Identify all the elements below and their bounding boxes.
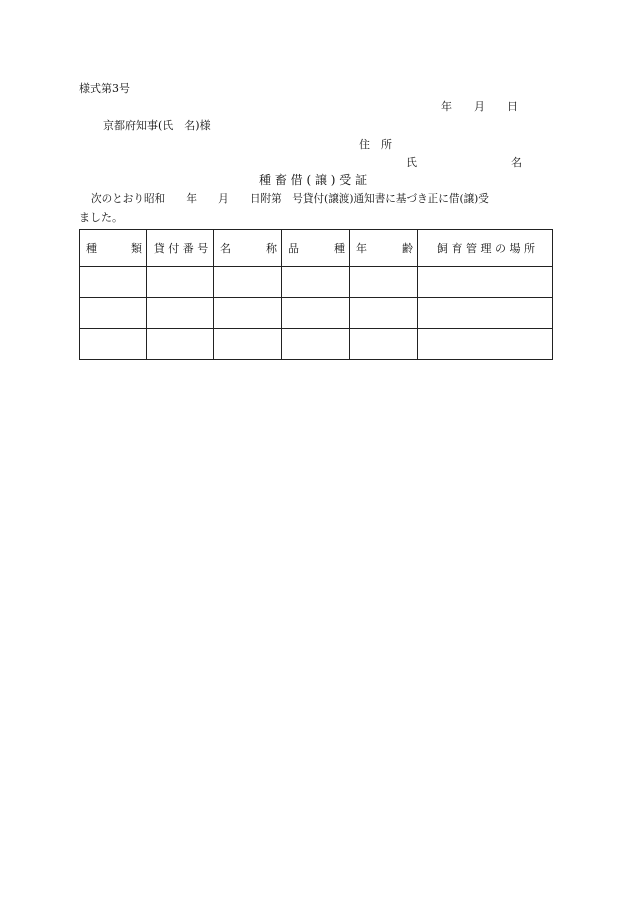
body-line-2: ました。: [79, 211, 123, 224]
table-cell[interactable]: [282, 267, 350, 298]
col-header-age: 年 齢: [350, 230, 418, 267]
document-title: 種 畜 借 ( 譲 ) 受 証: [259, 173, 368, 187]
body-line-1: 次のとおり昭和 年 月 日附第 号貸付(譲渡)通知書に基づき正に借(譲)受: [91, 193, 489, 205]
table-cell[interactable]: [418, 267, 553, 298]
form-number: 様式第3号: [79, 82, 130, 95]
table-cell[interactable]: [214, 267, 282, 298]
table-cell[interactable]: [214, 329, 282, 360]
table-cell[interactable]: [418, 329, 553, 360]
table-cell[interactable]: [214, 298, 282, 329]
name-label-right: 名: [511, 156, 522, 169]
date-line: 年 月 日: [441, 100, 518, 113]
table-cell[interactable]: [350, 329, 418, 360]
table-cell[interactable]: [80, 267, 147, 298]
table-cell[interactable]: [147, 267, 214, 298]
table-header-row: [80, 230, 553, 267]
col-header-keeping-place: 飼 育 管 理 の 場 所: [418, 230, 553, 267]
livestock-table: [79, 229, 553, 360]
table-cell[interactable]: [80, 329, 147, 360]
table-row: [80, 267, 553, 298]
col-header-type: 種 類: [80, 230, 147, 267]
table-row: [80, 298, 553, 329]
col-header-breed: 品 種: [282, 230, 350, 267]
table-cell[interactable]: [350, 267, 418, 298]
col-header-name: 名 称: [214, 230, 282, 267]
name-label-left: 氏: [406, 156, 417, 169]
address-label: 住 所: [359, 138, 392, 151]
table-cell[interactable]: [147, 298, 214, 329]
table-cell[interactable]: [80, 298, 147, 329]
addressee: 京都府知事(氏 名)様: [103, 119, 211, 132]
table-cell[interactable]: [418, 298, 553, 329]
col-header-loan-number: 貸 付 番 号: [147, 230, 214, 267]
table-cell[interactable]: [147, 329, 214, 360]
table-cell[interactable]: [282, 298, 350, 329]
table-cell[interactable]: [282, 329, 350, 360]
table-cell[interactable]: [350, 298, 418, 329]
table-row: [80, 329, 553, 360]
